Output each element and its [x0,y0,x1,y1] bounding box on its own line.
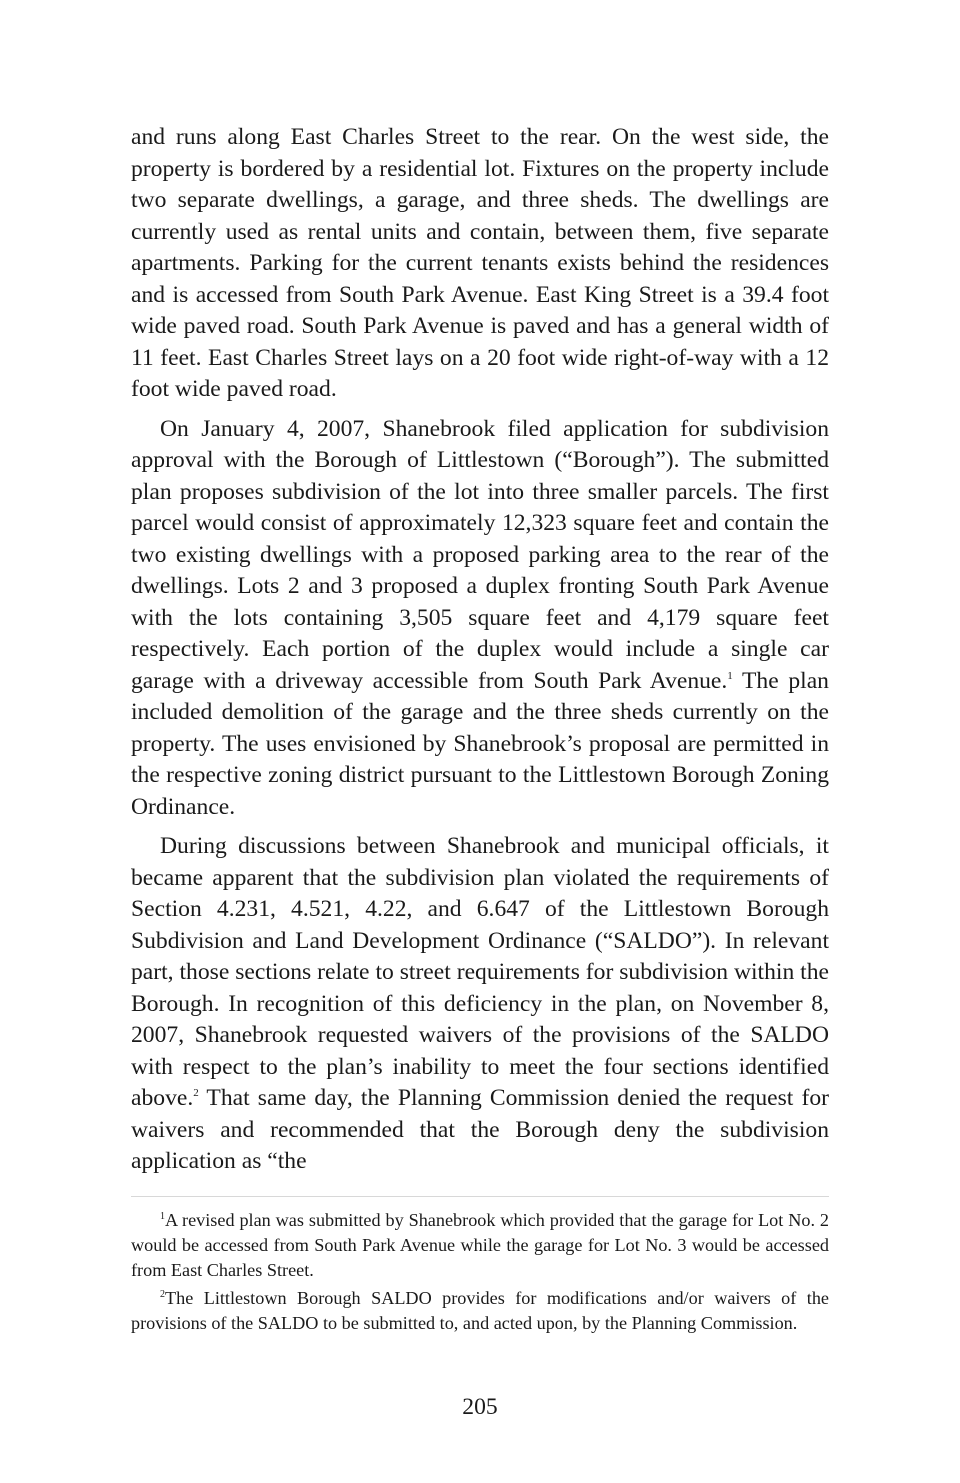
paragraph-1: and runs along East Charles Street to the rear. On the west side, the property is bordered by a residential lot. Fixtures on the property include two separate dwellings, a garage, and three sheds. The dwellings are currently used as rental units and contain, between them, five separate apartments. Parking for the current tenants exists behind the residences and is accessed from South Park Avenue. East King Street is a 39.4 foot wide paved road. South Park Avenue is paved and has a general width of 11 feet. East Charles Street lays on a 20 foot wide right-of-way with a 12 foot wide paved road. [131,124,829,402]
paragraph-3-text-after: That same day, the Planning Commission denied the request for waivers and recommended that the Borough deny the subdivision application as “the [131,1085,829,1174]
footnote-1 [131,1208,829,1282]
page-number: 205 [462,1394,498,1420]
paragraph-2-text-before: On January 4, 2007, Shanebrook filed application for subdivision approval with the Borough of Littlestown (“Borough”). The submitted plan proposes subdivision of the lot into three smaller parcels. The first parcel would consist of approximately 12,323 square feet and contain the two existing dwellings with a proposed parking area to the rear of the dwellings. Lots 2 and 3 proposed a duplex fronting South Park Avenue with the lots containing 3,505 square feet and 4,179 square feet respectively. Each portion of the duplex would include a single car garage with a driveway accessible from South Park Avenue. [131,415,829,694]
paragraph-3-text-before: During discussions between Shanebrook and municipal officials, it became apparent that the subdivision plan violated the requirements of Section 4.231, 4.521, 4.22, and 6.647 of the Littlestown Borough Subdivision and Land Development Ordinance (“SALDO”). In relevant part, those sections relate to street requirements for subdivision within the Borough. In recognition of this deficiency in the plan, on November 8, 2007, Shanebrook requested waivers of the provisions of the SALDO with respect to the plan’s inability to meet the four sections identified above. [131,833,829,1111]
footnote-divider [131,1196,829,1197]
main-text [131,122,829,1186]
footnote-2-number: 2 [160,1289,165,1301]
footnotes [131,1208,829,1340]
paragraph-2-text-after: The plan included demolition of the garage and the three sheds currently on the property. The uses envisioned by Shanebrook’s proposal are permitted in the respective zoning district pursuant to the Littlestown Borough Zoning Ordinance. [131,667,829,820]
paragraph-2 [131,414,829,824]
footnote-1-number: 1 [160,1211,165,1222]
footnote-ref-1: 1 [727,669,733,682]
footnote-2 [131,1286,829,1336]
footnote-2-text: The Littlestown Borough SALDO provides for modifications and/or waivers of the provisions of the SALDO to be submitted to, and acted upon, by the Planning Commission. [131,1288,829,1334]
footnote-1-text: A revised plan was submitted by Shanebrook which provided that the garage for Lot No. 2 would be accessed from South Park Avenue while the garage for Lot No. 3 would be accessed from East Charles Street. [131,1210,829,1280]
paragraph-3 [131,831,829,1178]
footnote-ref-2: 2 [193,1087,199,1099]
